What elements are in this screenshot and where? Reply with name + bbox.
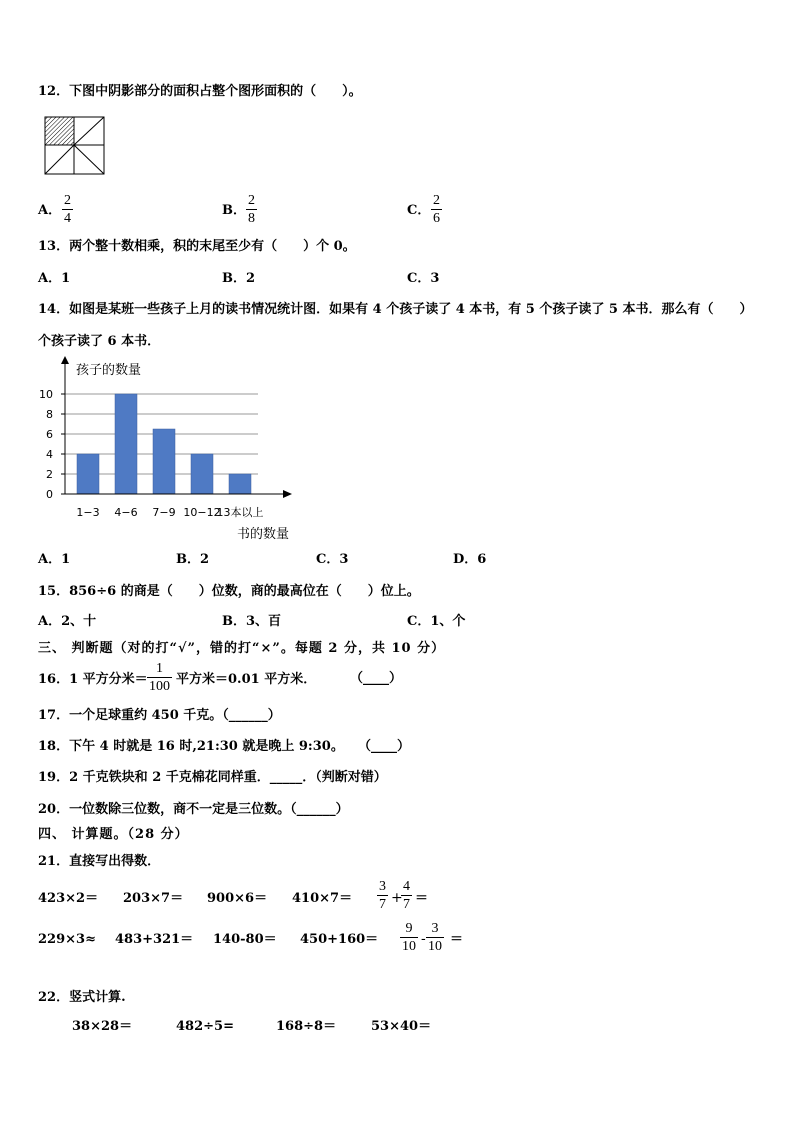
q16-text-pre: 16．1 平方分米＝ [38, 672, 148, 687]
q15-option-b[interactable]: B．3、百 [222, 614, 282, 629]
q21-r1-fraction-1 [377, 878, 388, 913]
fraction-denominator: 8 [248, 211, 255, 226]
q13-option-b[interactable]: B．2 [222, 271, 256, 286]
q12-shaded-region [45, 117, 74, 145]
q21-r2-item-1: 229×3≈ [38, 932, 96, 947]
q21-r2-item-2: 483+321＝ [115, 932, 194, 947]
q21-r2-fraction-2 [426, 920, 444, 955]
q21-r1-item-1: 423×2＝ [38, 891, 99, 906]
fraction-numerator: 2 [433, 193, 440, 208]
fraction-numerator: 2 [248, 193, 255, 208]
q13-option-c[interactable]: C．3 [407, 271, 440, 286]
section-4-title: 四、 计算题。（28 分） [38, 827, 189, 842]
q22-item-2: 482÷5= [176, 1019, 234, 1034]
chart-x-tick-label: 4−6 [114, 506, 138, 519]
q14-option-c[interactable]: C．3 [316, 552, 349, 567]
q12-option-a-fraction [62, 192, 73, 227]
q12-option-b[interactable]: B． [222, 203, 246, 218]
fraction-denominator: 10 [402, 939, 416, 954]
q22-item-1: 38×28＝ [72, 1019, 133, 1034]
q21-r2-item-4: 450+160＝ [300, 932, 379, 947]
section-3-title: 三、 判断题（对的打“√”，错的打“×”。每题 2 分，共 10 分） [38, 641, 446, 656]
chart-x-tick-label: 7−9 [152, 506, 176, 519]
fraction-numerator: 3 [431, 921, 439, 936]
q21-r1-equals: ＝ [415, 891, 429, 906]
fraction-numerator: 3 [379, 879, 386, 894]
q21-r1-operator: + [391, 890, 403, 906]
chart-y-tick-label: 0 [46, 488, 53, 501]
chart-y-tick-labels [39, 388, 53, 501]
chart-x-axis-arrow [283, 490, 292, 498]
chart-bar [153, 429, 175, 494]
chart-y-tick-label: 8 [46, 408, 53, 421]
chart-y-tick-label: 10 [39, 388, 53, 401]
q17-text: 17．一个足球重约 450 千克。（______） [38, 708, 281, 723]
chart-y-tick-label: 2 [46, 468, 53, 481]
chart-x-axis-label: 书的数量 [237, 527, 290, 542]
q22-title: 22．竖式计算. [38, 990, 126, 1005]
chart-bar [77, 454, 99, 494]
q14-option-d[interactable]: D．6 [453, 552, 487, 567]
q15-text: 15．856÷6 的商是（ ）位数，商的最高位在（ ）位上。 [38, 584, 420, 599]
q21-r2-operator: - [421, 931, 426, 947]
chart-bar [229, 474, 251, 494]
fraction-numerator: 9 [405, 921, 413, 936]
fraction-denominator: 100 [149, 679, 170, 694]
q15-option-a[interactable]: A．2、十 [38, 614, 97, 629]
q21-title: 21．直接写出得数． [38, 854, 161, 869]
q14-option-a[interactable]: A．1 [38, 552, 71, 567]
fraction-numerator: 1 [156, 661, 163, 676]
chart-y-axis-label: 孩子的数量 [76, 363, 142, 378]
fraction-denominator: 7 [403, 897, 410, 912]
q18-answer-blank[interactable]: （____） [358, 739, 411, 754]
q22-item-4: 53×40＝ [371, 1019, 432, 1034]
chart-x-tick-labels [76, 505, 263, 519]
q16-fraction [147, 660, 172, 695]
chart-bars [77, 394, 251, 494]
q14-text-line2: 个孩子读了 6 本书． [38, 334, 161, 349]
chart-y-tick-label: 4 [46, 448, 53, 461]
q16-answer-blank[interactable]: （____） [350, 671, 403, 686]
q21-r1-item-3: 900×6＝ [207, 891, 268, 906]
q21-r1-item-4: 410×7＝ [292, 891, 353, 906]
q21-r1-fraction-2 [401, 878, 412, 913]
fraction-numerator: 2 [64, 193, 71, 208]
q21-r1-item-2: 203×7＝ [123, 891, 184, 906]
chart-y-tick-label: 6 [46, 428, 53, 441]
fraction-denominator: 7 [379, 897, 386, 912]
q18-text: 18．下午 4 时就是 16 时,21:30 就是晚上 9:30。 [38, 739, 344, 754]
chart-bar [191, 454, 213, 494]
fraction-denominator: 10 [428, 939, 442, 954]
q12-option-a[interactable]: A． [38, 203, 62, 218]
q12-text: 12．下图中阴影部分的面积占整个图形面积的（ ）。 [38, 84, 362, 99]
fraction-denominator: 6 [433, 211, 440, 226]
q16-text-post: 平方米＝0.01 平方米． [176, 672, 317, 687]
q12-option-b-fraction [246, 192, 257, 227]
chart-x-tick-label: 13本以上 [216, 506, 264, 519]
q15-option-c[interactable]: C．1、个 [407, 614, 466, 629]
q21-r2-item-3: 140-80＝ [213, 932, 277, 947]
q21-r2-equals: ＝ [450, 932, 464, 947]
chart-x-tick-label: 1−3 [76, 506, 100, 519]
q12-option-c-fraction [431, 192, 442, 227]
chart-bar [115, 394, 137, 494]
q12-option-c[interactable]: C． [407, 203, 431, 218]
fraction-numerator: 4 [403, 879, 410, 894]
q13-option-a[interactable]: A．1 [38, 271, 71, 286]
q12-square-figure [44, 116, 106, 176]
q21-r2-fraction-1 [400, 920, 418, 955]
q14-option-b[interactable]: B．2 [176, 552, 210, 567]
q14-text-line1: 14．如图是某班一些孩子上月的读书情况统计图．如果有 4 个孩子读了 4 本书，有 5 个孩子读了 5 本书．那么有（ ） [38, 302, 753, 317]
q22-item-3: 168÷8＝ [276, 1019, 337, 1034]
fraction-denominator: 4 [64, 211, 71, 226]
q14-bar-chart [30, 355, 320, 545]
q13-text: 13．两个整十数相乘，积的末尾至少有（ ）个 0。 [38, 239, 356, 254]
q19-text: 19．2 千克铁块和 2 千克棉花同样重．_____．（判断对错） [38, 770, 387, 785]
chart-y-axis-arrow [61, 356, 69, 364]
chart-x-tick-label: 10−12 [183, 506, 221, 519]
q20-text: 20．一位数除三位数，商不一定是三位数。（______） [38, 802, 349, 817]
